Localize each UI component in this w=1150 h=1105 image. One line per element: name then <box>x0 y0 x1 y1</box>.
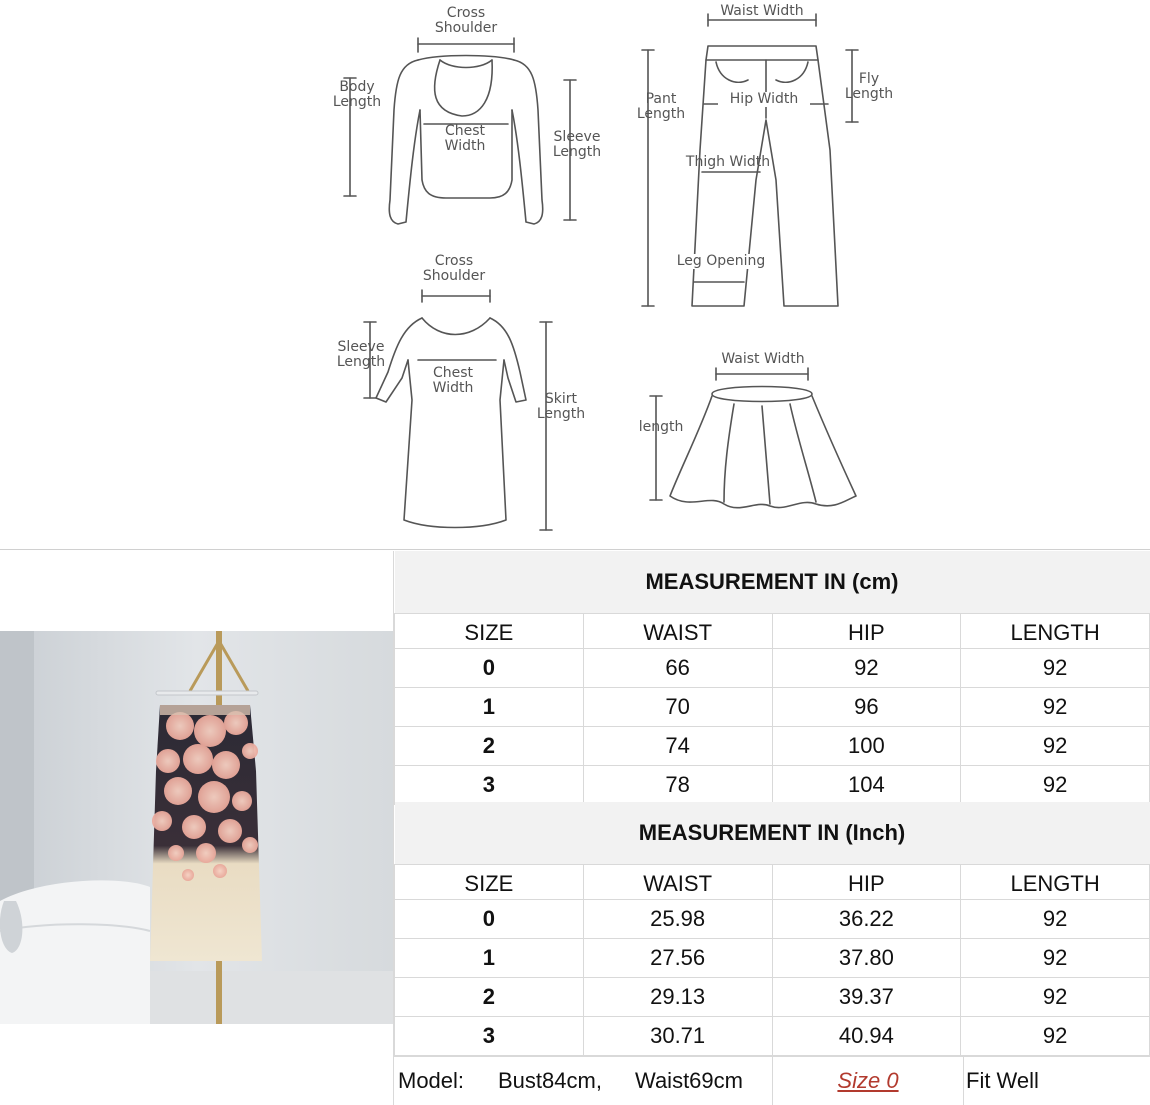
table-row <box>395 939 1150 978</box>
top-chest-width-label: Chest Width <box>444 123 486 154</box>
waist-cell: 27.56 <box>583 939 772 978</box>
col-length: LENGTH <box>961 614 1150 649</box>
hip-cell: 104 <box>772 766 961 805</box>
hip-cell: 37.80 <box>772 939 961 978</box>
length-cell: 92 <box>961 766 1150 805</box>
size-cell: 2 <box>395 727 584 766</box>
model-bust: Bust84cm, <box>498 1068 602 1093</box>
top-sleeve-length-label: Sleeve Length <box>552 129 602 160</box>
garment-sketches <box>0 0 1150 548</box>
length-cell: 92 <box>961 649 1150 688</box>
length-cell: 92 <box>961 939 1150 978</box>
hip-cell: 36.22 <box>772 900 961 939</box>
size-cell: 3 <box>395 766 584 805</box>
waist-cell: 70 <box>583 688 772 727</box>
skirt-length-label: length <box>638 419 684 435</box>
size-cell: 2 <box>395 978 584 1017</box>
model-size: Size 0 <box>772 1057 964 1105</box>
size-cell: 0 <box>395 649 584 688</box>
size-cell: 1 <box>395 939 584 978</box>
waist-cell: 78 <box>583 766 772 805</box>
model-fit: Fit Well <box>966 1068 1039 1093</box>
table-title-inch: MEASUREMENT IN (Inch) <box>395 802 1150 865</box>
hip-cell: 96 <box>772 688 961 727</box>
length-cell: 92 <box>961 688 1150 727</box>
model-label: Model: <box>398 1068 465 1093</box>
size-diagram <box>0 0 1150 548</box>
col-size: SIZE <box>395 865 584 900</box>
measurement-table-inch <box>394 802 1150 1056</box>
waist-cell: 25.98 <box>583 900 772 939</box>
waist-cell: 66 <box>583 649 772 688</box>
product-photo <box>0 631 393 1024</box>
hip-cell: 100 <box>772 727 961 766</box>
skirt-sketch <box>650 368 856 508</box>
pants-thigh-width-label: Thigh Width <box>685 154 771 170</box>
length-cell: 92 <box>961 978 1150 1017</box>
measurement-table-cm <box>394 551 1150 805</box>
table-header-row <box>395 614 1150 649</box>
col-hip: HIP <box>772 865 961 900</box>
pants-pant-length-label: Pant Length <box>636 91 686 122</box>
dress-chest-width-label: Chest Width <box>432 365 474 396</box>
col-size: SIZE <box>395 614 584 649</box>
dress-sleeve-length-label: Sleeve Length <box>336 339 386 370</box>
hip-cell: 40.94 <box>772 1017 961 1056</box>
dress-sketch <box>364 290 552 530</box>
length-cell: 92 <box>961 727 1150 766</box>
pants-leg-opening-label: Leg Opening <box>664 254 778 269</box>
table-row <box>395 1017 1150 1056</box>
model-waist: Waist69cm <box>635 1068 743 1093</box>
model-info-row <box>394 1056 1150 1105</box>
col-waist: WAIST <box>583 614 772 649</box>
table-row <box>395 766 1150 805</box>
col-waist: WAIST <box>583 865 772 900</box>
dress-skirt-length-label: Skirt Length <box>536 391 586 422</box>
waist-cell: 29.13 <box>583 978 772 1017</box>
table-row <box>395 688 1150 727</box>
table-row <box>395 978 1150 1017</box>
size-cell: 1 <box>395 688 584 727</box>
table-title-cm: MEASUREMENT IN (cm) <box>395 551 1150 614</box>
pants-waist-width-label: Waist Width <box>720 3 804 19</box>
hip-cell: 39.37 <box>772 978 961 1017</box>
top-cross-shoulder-label: Cross Shoulder <box>434 5 498 36</box>
size-cell: 0 <box>395 900 584 939</box>
table-row <box>395 900 1150 939</box>
top-body-length-label: Body Length <box>332 79 382 110</box>
waist-cell: 30.71 <box>583 1017 772 1056</box>
hip-cell: 92 <box>772 649 961 688</box>
length-cell: 92 <box>961 1017 1150 1056</box>
col-hip: HIP <box>772 614 961 649</box>
dress-cross-shoulder-label: Cross Shoulder <box>422 253 486 284</box>
table-row <box>395 727 1150 766</box>
table-header-row <box>395 865 1150 900</box>
section-divider <box>0 549 1150 550</box>
waist-cell: 74 <box>583 727 772 766</box>
length-cell: 92 <box>961 900 1150 939</box>
pants-hip-width-label: Hip Width <box>718 92 810 107</box>
size-cell: 3 <box>395 1017 584 1056</box>
pants-fly-length-label: Fly Length <box>844 71 894 102</box>
col-length: LENGTH <box>961 865 1150 900</box>
table-row <box>395 649 1150 688</box>
skirt-waist-width-label: Waist Width <box>721 351 805 367</box>
